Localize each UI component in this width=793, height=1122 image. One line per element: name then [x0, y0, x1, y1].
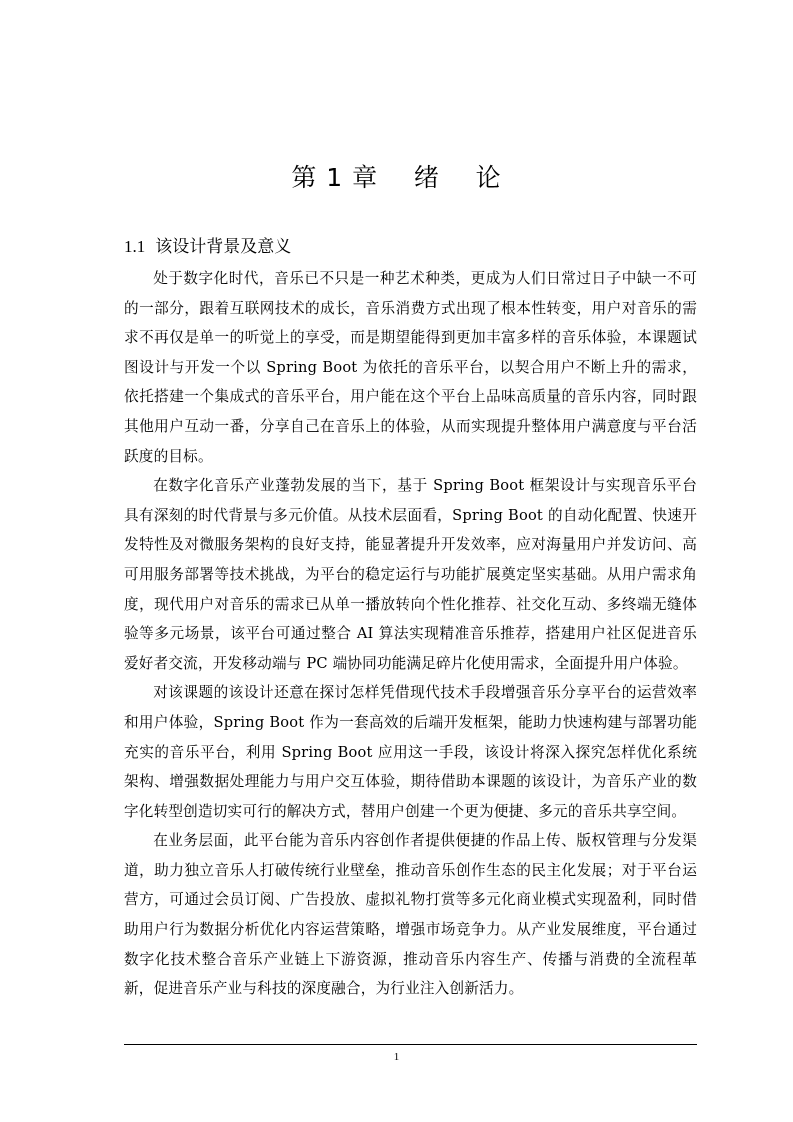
paragraph: 在业务层面，此平台能为音乐内容创作者提供便捷的作品上传、版权管理与分发渠道，助力独立音乐人打破传统行业壁垒，推动音乐创作生态的民主化发展；对于平台运营方，可通过会员订阅、广告投放、虚拟礼物打赏等多元化商业模式实现盈利，同时借助用户行为数据分析优化内容运营策略，增强市场竞争力。从产业发展维度，平台通过数字化技术整合音乐产业链上下游资源，推动音乐内容生产、传播与消费的全流程革新，促进音乐产业与科技的深度融合，为行业注入创新活力。	[124, 832, 697, 998]
page-number: 1	[393, 1051, 400, 1063]
section-number: 1.1	[124, 237, 146, 256]
chapter-title: 第 1 章 绪 论	[291, 163, 502, 192]
section-heading	[124, 232, 291, 257]
paragraph: 在数字化音乐产业蓬勃发展的当下，基于 Spring Boot 框架设计与实现音乐平台具有深刻的时代背景与多元价值。从技术层面看，Spring Boot 的自动化配置、快速开发特性及对微服务架构的良好支持，能显著提升开发效率，应对海量用户并发访问、高可用服务部署等技术挑战，为平台的稳定运行与功能扩展奠定坚实基础。从用户需求角度，现代用户对音乐的需求已从单一播放转向个性化推荐、社交化互动、多终端无缝体验等多元场景，该平台可通过整合 AI 算法实现精准音乐推荐，搭建用户社区促进音乐爱好者交流，开发移动端与 PC 端协同功能满足碎片化使用需求，全面提升用户体验。	[124, 477, 697, 672]
body-text	[124, 264, 697, 1004]
footer-divider	[124, 1044, 697, 1045]
paragraph: 处于数字化时代，音乐已不只是一种艺术种类，更成为人们日常过日子中缺一不可的一部分，跟着互联网技术的成长，音乐消费方式出现了根本性转变，用户对音乐的需求不再仅是单一的听觉上的享受，而是期望能得到更加丰富多样的音乐体验，本课题试图设计与开发一个以 Spring Boot 为依托的音乐平台，以契合用户不断上升的需求，依托搭建一个集成式的音乐平台，用户能在这个平台上品味高质量的音乐内容，同时跟其他用户互动一番，分享自己在音乐上的体验，从而实现提升整体用户满意度与平台活跃度的目标。	[124, 270, 697, 465]
paragraph: 对该课题的该设计还意在探讨怎样凭借现代技术手段增强音乐分享平台的运营效率和用户体验，Spring Boot 作为一套高效的后端开发框架，能助力快速构建与部署功能充实的音乐平台，利用 Spring Boot 应用这一手段，该设计将深入探究怎样优化系统架构、增强数据处理能力与用户交互体验，期待借助本课题的该设计，为音乐产业的数字化转型创造切实可行的解决方式，替用户创建一个更为便捷、多元的音乐共享空间。	[124, 684, 697, 820]
section-title: 该设计背景及意义	[155, 237, 292, 257]
